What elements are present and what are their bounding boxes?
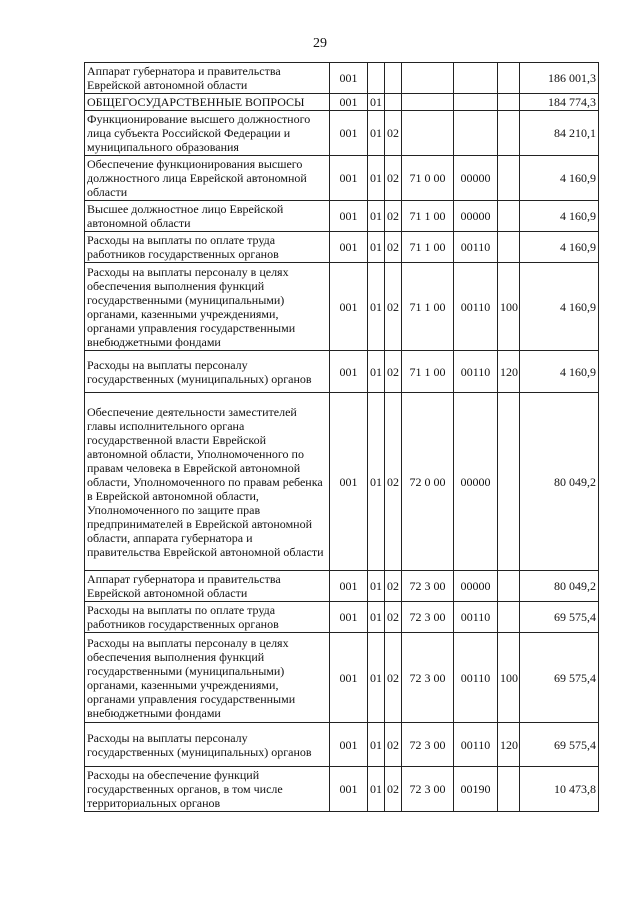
subsection-code-cell: 02 <box>385 351 402 393</box>
program-code-cell: 72 3 00 <box>402 633 454 723</box>
amount-cell: 186 001,3 <box>520 63 599 94</box>
section-code-cell: 01 <box>368 723 385 767</box>
direction-code-cell: 00110 <box>454 232 498 263</box>
subsection-code-cell <box>385 94 402 111</box>
row-name-cell: Обеспечение функционирования высшего должностного лица Еврейской автономной области <box>85 156 330 201</box>
program-code-cell <box>402 111 454 156</box>
admin-code-cell: 001 <box>330 263 368 351</box>
section-code-cell: 01 <box>368 633 385 723</box>
table-row <box>85 351 599 393</box>
amount-cell: 4 160,9 <box>520 201 599 232</box>
expense-type-cell <box>498 767 520 812</box>
amount-cell: 4 160,9 <box>520 263 599 351</box>
admin-code-cell: 001 <box>330 602 368 633</box>
section-code-cell: 01 <box>368 111 385 156</box>
subsection-code-cell: 02 <box>385 723 402 767</box>
expense-type-cell: 120 <box>498 723 520 767</box>
section-code-cell: 01 <box>368 767 385 812</box>
row-name-cell: Расходы на выплаты по оплате труда работников государственных органов <box>85 232 330 263</box>
amount-cell: 4 160,9 <box>520 351 599 393</box>
program-code-cell: 72 3 00 <box>402 602 454 633</box>
amount-cell: 69 575,4 <box>520 633 599 723</box>
program-code-cell: 72 0 00 <box>402 393 454 571</box>
section-code-cell: 01 <box>368 94 385 111</box>
row-name-cell: Высшее должностное лицо Еврейской автономной области <box>85 201 330 232</box>
table-row <box>85 767 599 812</box>
table-row <box>85 201 599 232</box>
admin-code-cell: 001 <box>330 232 368 263</box>
direction-code-cell: 00110 <box>454 723 498 767</box>
section-code-cell: 01 <box>368 351 385 393</box>
program-code-cell: 71 1 00 <box>402 201 454 232</box>
admin-code-cell: 001 <box>330 351 368 393</box>
admin-code-cell: 001 <box>330 63 368 94</box>
direction-code-cell: 00110 <box>454 633 498 723</box>
subsection-code-cell: 02 <box>385 633 402 723</box>
program-code-cell: 72 3 00 <box>402 571 454 602</box>
section-code-cell: 01 <box>368 201 385 232</box>
subsection-code-cell: 02 <box>385 602 402 633</box>
section-code-cell: 01 <box>368 232 385 263</box>
expense-type-cell <box>498 393 520 571</box>
table-row <box>85 633 599 723</box>
admin-code-cell: 001 <box>330 94 368 111</box>
budget-table <box>84 62 599 812</box>
section-code-cell: 01 <box>368 156 385 201</box>
amount-cell: 4 160,9 <box>520 232 599 263</box>
subsection-code-cell: 02 <box>385 232 402 263</box>
subsection-code-cell: 02 <box>385 156 402 201</box>
direction-code-cell <box>454 63 498 94</box>
direction-code-cell: 00190 <box>454 767 498 812</box>
expense-type-cell <box>498 571 520 602</box>
subsection-code-cell: 02 <box>385 111 402 156</box>
program-code-cell: 71 1 00 <box>402 351 454 393</box>
expense-type-cell <box>498 94 520 111</box>
row-name-cell: Обеспечение деятельности заместителей главы исполнительного органа государственной власти Еврейской автономной области, Уполномоченного по правам человека в Еврейской автономной области, Уполномоченного по правам ребенка в Еврейской автономной области, Уполномоченного по защите прав предпринимателей в Еврейской автономной области, аппарата губернатора и правительства Еврейской автономной области <box>85 393 330 571</box>
row-name-cell: Расходы на выплаты персоналу государственных (муниципальных) органов <box>85 723 330 767</box>
direction-code-cell: 00110 <box>454 351 498 393</box>
page-number: 29 <box>313 36 327 51</box>
direction-code-cell: 00000 <box>454 156 498 201</box>
expense-type-cell: 120 <box>498 351 520 393</box>
admin-code-cell: 001 <box>330 723 368 767</box>
program-code-cell: 72 3 00 <box>402 767 454 812</box>
amount-cell: 4 160,9 <box>520 156 599 201</box>
amount-cell: 80 049,2 <box>520 571 599 602</box>
budget-table-body <box>85 63 599 812</box>
section-code-cell: 01 <box>368 393 385 571</box>
row-name-cell: Функционирование высшего должностного лица субъекта Российской Федерации и муниципального образования <box>85 111 330 156</box>
row-name-cell: Расходы на выплаты персоналу государственных (муниципальных) органов <box>85 351 330 393</box>
admin-code-cell: 001 <box>330 201 368 232</box>
expense-type-cell: 100 <box>498 633 520 723</box>
admin-code-cell: 001 <box>330 767 368 812</box>
direction-code-cell: 00000 <box>454 201 498 232</box>
program-code-cell <box>402 94 454 111</box>
subsection-code-cell: 02 <box>385 767 402 812</box>
admin-code-cell: 001 <box>330 156 368 201</box>
row-name-cell: Расходы на обеспечение функций государственных органов, в том числе территориальных органов <box>85 767 330 812</box>
expense-type-cell: 100 <box>498 263 520 351</box>
row-name-cell: Расходы на выплаты по оплате труда работников государственных органов <box>85 602 330 633</box>
admin-code-cell: 001 <box>330 571 368 602</box>
row-name-cell: ОБЩЕГОСУДАРСТВЕННЫЕ ВОПРОСЫ <box>85 94 330 111</box>
section-code-cell: 01 <box>368 571 385 602</box>
row-name-cell: Расходы на выплаты персоналу в целях обеспечения выполнения функций государственными (муниципальными) органами, казенными учреждениями, органами управления государственными внебюджетными фондами <box>85 263 330 351</box>
expense-type-cell <box>498 602 520 633</box>
expense-type-cell <box>498 201 520 232</box>
section-code-cell: 01 <box>368 263 385 351</box>
amount-cell: 10 473,8 <box>520 767 599 812</box>
admin-code-cell: 001 <box>330 633 368 723</box>
subsection-code-cell: 02 <box>385 201 402 232</box>
expense-type-cell <box>498 111 520 156</box>
expense-type-cell <box>498 63 520 94</box>
subsection-code-cell <box>385 63 402 94</box>
direction-code-cell: 00000 <box>454 571 498 602</box>
subsection-code-cell: 02 <box>385 263 402 351</box>
table-row <box>85 393 599 571</box>
amount-cell: 69 575,4 <box>520 602 599 633</box>
program-code-cell: 71 1 00 <box>402 232 454 263</box>
subsection-code-cell: 02 <box>385 393 402 571</box>
table-row <box>85 94 599 111</box>
table-row <box>85 232 599 263</box>
table-row <box>85 111 599 156</box>
row-name-cell: Аппарат губернатора и правительства Еврейской автономной области <box>85 571 330 602</box>
amount-cell: 80 049,2 <box>520 393 599 571</box>
section-code-cell <box>368 63 385 94</box>
amount-cell: 184 774,3 <box>520 94 599 111</box>
direction-code-cell: 00000 <box>454 393 498 571</box>
program-code-cell <box>402 63 454 94</box>
table-row <box>85 156 599 201</box>
program-code-cell: 72 3 00 <box>402 723 454 767</box>
direction-code-cell <box>454 94 498 111</box>
program-code-cell: 71 0 00 <box>402 156 454 201</box>
table-row <box>85 723 599 767</box>
section-code-cell: 01 <box>368 602 385 633</box>
row-name-cell: Расходы на выплаты персоналу в целях обеспечения выполнения функций государственными (муниципальными) органами, казенными учреждениями, органами управления государственными внебюджетными фондами <box>85 633 330 723</box>
amount-cell: 84 210,1 <box>520 111 599 156</box>
table-row <box>85 571 599 602</box>
amount-cell: 69 575,4 <box>520 723 599 767</box>
admin-code-cell: 001 <box>330 393 368 571</box>
table-row <box>85 602 599 633</box>
direction-code-cell: 00110 <box>454 263 498 351</box>
expense-type-cell <box>498 232 520 263</box>
table-row <box>85 263 599 351</box>
direction-code-cell: 00110 <box>454 602 498 633</box>
subsection-code-cell: 02 <box>385 571 402 602</box>
expense-type-cell <box>498 156 520 201</box>
direction-code-cell <box>454 111 498 156</box>
program-code-cell: 71 1 00 <box>402 263 454 351</box>
row-name-cell: Аппарат губернатора и правительства Еврейской автономной области <box>85 63 330 94</box>
table-row <box>85 63 599 94</box>
admin-code-cell: 001 <box>330 111 368 156</box>
